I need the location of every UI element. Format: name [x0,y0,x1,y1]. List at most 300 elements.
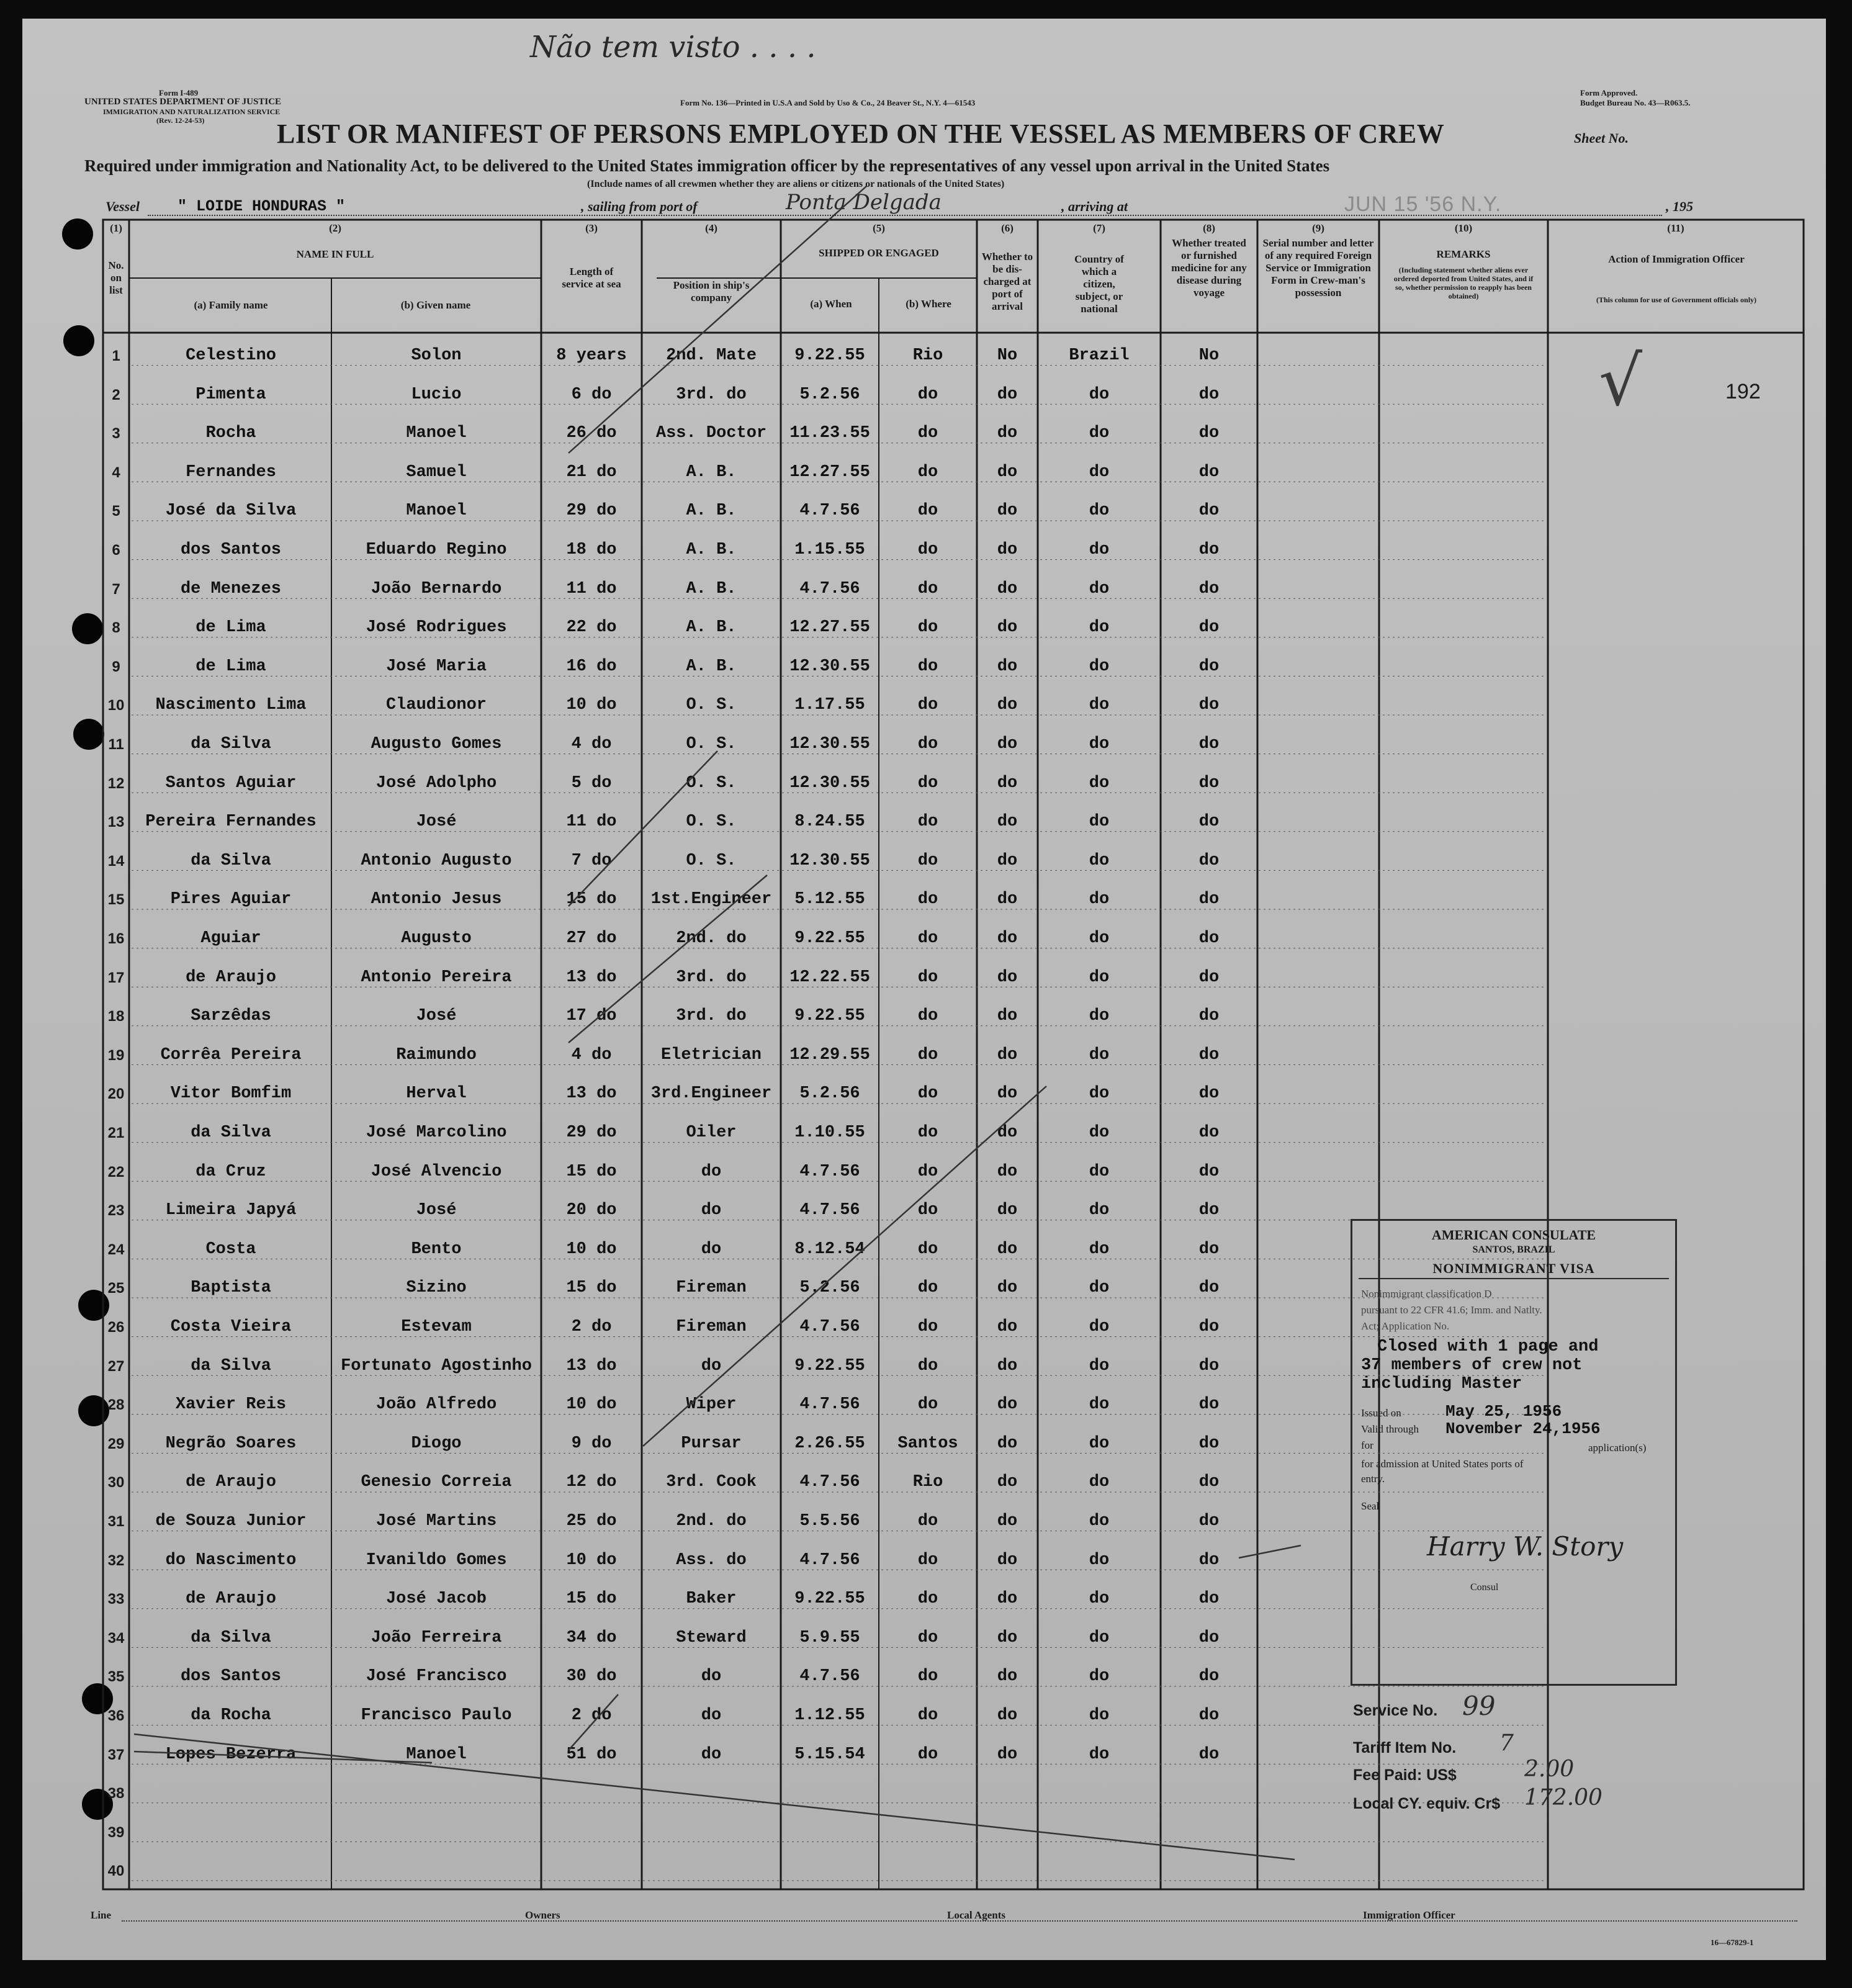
row-number: 15 [107,891,125,909]
treated: do [1198,735,1220,753]
given-name: José Adolpho [375,773,497,793]
family-name: Santos Aguiar [165,773,297,793]
shipped-when: 12.27.55 [789,618,870,637]
given-name: Ivanildo Gomes [366,1550,507,1570]
given-name: Bento [411,1239,462,1259]
family-name: Nascimento Lima [155,696,307,715]
stamp-pursuant: pursuant to 22 CFR 41.6; Imm. and Natlty. [1361,1304,1542,1316]
position: Fireman [676,1279,747,1298]
shipped-where: do [917,501,938,521]
position: Ass. do [676,1550,747,1570]
shipped-where: Santos [897,1434,958,1453]
row-number: 10 [107,697,125,714]
table-row [22,1812,1826,1851]
row-number: 4 [112,464,120,481]
shipped-where: do [917,1279,938,1298]
length-of-service: 15 do [566,1279,617,1298]
discharged: do [997,1590,1018,1609]
discharged: do [997,1318,1018,1336]
length-of-service: 6 do [571,385,612,404]
col-name-in-full: NAME IN FULL [296,248,374,260]
length-of-service: 5 do [571,773,612,793]
table-row [22,1112,1826,1151]
family-name: de Araujo [186,1590,276,1609]
length-of-service: 25 do [566,1512,617,1531]
col-serial: Serial number and letter of any required Foreign Service or Immigration Form in Crew-man's possession [1262,237,1374,299]
treated: do [1198,1084,1220,1104]
length-of-service: 17 do [566,1007,617,1026]
shipped-where: Rio [912,1473,943,1492]
col2-number: (2) [329,222,341,234]
given-name: Manoel [406,1745,467,1764]
row-number: 12 [107,775,125,792]
given-name: José Francisco [366,1667,507,1686]
table-row [22,374,1826,413]
shipped-where: do [917,579,938,598]
row-number: 16 [107,930,125,947]
country: do [1089,424,1110,443]
shipped-where: do [917,851,938,870]
length-of-service: 13 do [566,1356,617,1375]
stamp-act: Act; Application No. [1361,1320,1450,1332]
treated: do [1198,696,1220,715]
treated: do [1198,1590,1220,1609]
family-name: Pires Aguiar [170,890,292,909]
row-number: 23 [107,1202,125,1220]
discharged: do [997,424,1018,443]
treated: do [1198,501,1220,521]
given-name: José Rodrigues [366,618,507,637]
stamp-valid-label: Valid through [1361,1423,1419,1435]
col9-number: (9) [1312,222,1324,234]
stamp-applications: application(s) [1588,1442,1647,1454]
treated: do [1198,968,1220,987]
tariff-label: Tariff Item No. [1353,1739,1457,1756]
table-row [22,569,1826,608]
col8-number: (8) [1203,222,1215,234]
position: A. B. [686,541,737,559]
position: A. B. [686,657,737,676]
treated: do [1198,1356,1220,1375]
row-number: 17 [107,969,125,986]
row-number: 9 [112,658,120,675]
given-name: Raimundo [396,1045,477,1064]
given-name: João Alfredo [375,1395,497,1415]
col-remarks-note: (Including statement whether aliens ever ordered deported from United States, and if so, whether permission to reapply has been obtained) [1393,266,1534,300]
treated: do [1198,1512,1220,1531]
col-shipped: SHIPPED OR ENGAGED [819,247,939,259]
discharged: do [997,1395,1018,1415]
family-name: Xavier Reis [175,1395,287,1415]
shipped-when: 9.22.55 [794,1590,865,1609]
given-name: Manoel [406,424,467,443]
given-name: Lucio [411,385,462,404]
family-name: Limeira Japyá [165,1201,297,1220]
shipped-where: do [917,696,938,715]
shipped-where: do [917,385,938,404]
discharged: do [997,890,1018,909]
shipped-where: do [917,1007,938,1026]
arriving-label: , arriving at [1061,199,1128,214]
table-row [22,413,1826,452]
shipped-when: 12.29.55 [789,1045,870,1064]
given-name: Manoel [406,501,467,521]
family-name: do Nascimento [165,1550,297,1570]
table-row [22,646,1826,685]
country: do [1089,1745,1110,1764]
discharged: do [997,1745,1018,1764]
col4-number: (4) [705,222,717,234]
row-number: 19 [107,1046,125,1064]
tariff-value: 7 [1499,1730,1514,1756]
given-name: Diogo [411,1434,462,1453]
family-name: Celestino [186,346,276,365]
length-of-service: 10 do [566,1395,617,1415]
country: do [1089,1590,1110,1609]
shipped-when: 12.27.55 [789,462,870,482]
given-name: João Bernardo [371,579,502,598]
discharged: do [997,812,1018,832]
position: 1st.Engineer [650,890,772,909]
country: do [1089,1512,1110,1531]
col-family-name: (a) Family name [194,299,268,311]
length-of-service: 51 do [566,1745,617,1764]
row-number: 3 [112,425,120,443]
given-name: João Ferreira [371,1628,502,1647]
stamp-closed-line3: including Master [1361,1375,1522,1393]
footer-form-code: 16—67829-1 [1710,1938,1754,1947]
budget-bureau: Budget Bureau No. 43—R063.5. [1580,98,1691,107]
length-of-service: 20 do [566,1201,617,1220]
discharged: do [997,968,1018,987]
handwritten-note: Não tem visto . . . . [530,30,816,65]
given-name: Herval [406,1084,467,1104]
shipped-when: 12.30.55 [789,773,870,793]
given-name: José Marcolino [366,1123,507,1142]
col6-number: (6) [1001,222,1014,234]
table-row [22,607,1826,646]
revision: (Rev. 12-24-53) [156,116,205,125]
discharged: do [997,618,1018,637]
country: do [1089,968,1110,987]
col-remarks: REMARKS [1436,248,1491,260]
table-row [22,879,1826,918]
year-label: , 195 [1666,199,1693,214]
shipped-where: do [917,1512,938,1531]
discharged: do [997,1201,1018,1220]
position: 3rd. do [676,968,747,987]
row-number: 14 [107,852,125,870]
length-of-service: 10 do [566,696,617,715]
table-row [22,1695,1826,1734]
length-of-service: 10 do [566,1550,617,1570]
family-name: dos Santos [180,1667,282,1686]
family-name: Pereira Fernandes [145,812,317,832]
row-number: 37 [107,1746,125,1763]
position: do [701,1667,722,1686]
family-name: Corrêa Pereira [160,1045,302,1064]
col-length-service: Length of service at sea [562,266,621,290]
length-of-service: 34 do [566,1628,617,1647]
family-name: Costa [205,1239,256,1259]
stamp-closed-line2: 37 members of crew not [1361,1356,1583,1375]
stamp-consulate: AMERICAN CONSULATE [1431,1227,1596,1243]
treated: do [1198,657,1220,676]
position: 2nd. do [676,929,747,948]
vessel-label: Vessel [106,199,140,214]
row-number: 30 [107,1474,125,1491]
position: O. S. [686,812,737,832]
table-row [22,1850,1826,1889]
given-name: Eduardo Regino [366,541,507,559]
shipped-when: 5.2.56 [799,385,860,404]
discharged: do [997,1162,1018,1181]
position: Steward [676,1628,747,1647]
table-row [22,840,1826,879]
row-number: 6 [112,542,120,559]
position: Fireman [676,1318,747,1336]
shipped-when: 4.7.56 [799,1318,860,1336]
position: 3rd. do [676,1007,747,1026]
row-number: 24 [107,1241,125,1258]
country: do [1089,1239,1110,1259]
table-row [22,1073,1826,1112]
country: do [1089,579,1110,598]
country: do [1089,696,1110,715]
local-value: 172.00 [1524,1785,1603,1810]
position: 3rd. do [676,385,747,404]
discharged: do [997,929,1018,948]
treated: do [1198,385,1220,404]
family-name: da Silva [191,851,271,870]
given-name: Augusto Gomes [371,735,502,753]
stamp-classification: Nonimmigrant classification D [1361,1288,1492,1300]
country: do [1089,1434,1110,1453]
shipped-where: do [917,1628,938,1647]
shipped-when: 8.24.55 [794,812,865,832]
given-name: Fortunato Agostinho [341,1356,532,1375]
table-row [22,452,1826,491]
row-number: 21 [107,1125,125,1141]
treated: do [1198,1667,1220,1686]
shipped-when: 5.15.54 [794,1745,865,1764]
country: do [1089,1045,1110,1064]
family-name: dos Santos [180,541,282,559]
length-of-service: 29 do [566,501,617,521]
family-name: Aguiar [200,929,261,948]
shipped-when: 12.30.55 [789,657,870,676]
shipped-where: do [917,1590,938,1609]
position: Wiper [686,1395,737,1415]
position: Oiler [686,1123,737,1142]
fee-value: 2.00 [1524,1756,1575,1782]
table-row [22,957,1826,996]
col3-number: (3) [585,222,598,234]
position: 3rd.Engineer [650,1084,772,1104]
consulate-stamp [1351,1219,1677,1686]
discharged: do [997,1279,1018,1298]
treated: do [1198,1473,1220,1492]
given-name: José Jacob [385,1590,487,1609]
given-name: Samuel [406,462,467,482]
treated: do [1198,1706,1220,1725]
position: A. B. [686,501,737,521]
shipped-when: 4.7.56 [799,1550,860,1570]
treated: do [1198,1434,1220,1453]
shipped-when: 4.7.56 [799,501,860,521]
discharged: do [997,1628,1018,1647]
row-number: 31 [107,1513,125,1530]
row-number: 27 [107,1357,125,1375]
col-discharged: Whether to be dis-charged at port of arrival [981,251,1033,312]
shipped-when: 4.7.56 [799,1667,860,1686]
position: O. S. [686,735,737,753]
stamp-location: SANTOS, BRAZIL [1472,1244,1555,1255]
manifest-page [22,19,1826,1960]
shipped-where: do [917,1201,938,1220]
given-name: Estevam [401,1318,472,1336]
given-name: José Alvencio [371,1162,502,1181]
length-of-service: 10 do [566,1239,617,1259]
position: do [701,1162,722,1181]
length-of-service: 30 do [566,1667,617,1686]
given-name: Antonio Jesus [371,890,502,909]
country: do [1089,501,1110,521]
shipped-where: do [917,773,938,793]
family-name: da Silva [191,1356,271,1375]
table-row [22,996,1826,1035]
table-row [22,724,1826,763]
treated: do [1198,773,1220,793]
form-approved: Form Approved. [1580,88,1638,97]
treated: do [1198,929,1220,948]
family-name: Sarzêdas [191,1007,271,1026]
table-row [22,529,1826,569]
treated: do [1198,1395,1220,1415]
discharged: do [997,1356,1018,1375]
arrival-stamp: JUN 15 '56 N.Y. [1344,192,1502,216]
shipped-when: 4.7.56 [799,1473,860,1492]
shipped-when: 2.26.55 [794,1434,865,1453]
discharged: do [997,1550,1018,1570]
shipped-when: 1.10.55 [794,1123,865,1142]
shipped-when: 8.12.54 [794,1239,865,1259]
discharged: do [997,1473,1018,1492]
shipped-when: 5.5.56 [799,1512,860,1531]
family-name: Negrão Soares [165,1434,297,1453]
footer-officer-label: Immigration Officer [1363,1909,1455,1921]
position: Eletrician [660,1045,762,1064]
country: do [1089,385,1110,404]
row-number: 26 [107,1319,125,1336]
printer-line: Form No. 136—Printed in U.S.A and Sold by Uso & Co., 24 Beaver St., N.Y. 4—61543 [680,98,976,107]
shipped-where: do [917,618,938,637]
family-name: Costa Vieira [170,1318,292,1336]
given-name: Claudionor [385,696,487,715]
discharged: do [997,1706,1018,1725]
country: do [1089,929,1110,948]
given-name: Genesio Correia [361,1473,512,1492]
length-of-service: 11 do [566,812,617,832]
row-number: 1 [112,348,120,364]
row-number: 18 [107,1008,125,1025]
row-number: 11 [108,736,124,753]
row-number: 36 [107,1707,125,1724]
family-name: de Lima [196,618,266,637]
position: A. B. [686,579,737,598]
position: O. S. [686,696,737,715]
discharged: do [997,1667,1018,1686]
length-of-service: 4 do [571,1045,612,1064]
stamp-valid-value: November 24,1956 [1445,1419,1601,1438]
country: do [1089,618,1110,637]
subtitle: Required under immigration and Nationality Act, to be delivered to the United States immigration officer by the representatives of any vessel upon arrival in the United States [84,156,1330,175]
shipped-where: do [917,1706,938,1725]
family-name: de Menezes [180,579,282,598]
col5-number: (5) [873,222,885,234]
family-name: da Rocha [191,1706,271,1725]
col-treated: Whether treated or furnished medicine for any disease during voyage [1171,237,1247,299]
family-name: de Souza Junior [155,1512,307,1531]
country: do [1089,1279,1110,1298]
position: A. B. [686,618,737,637]
treated: do [1198,1318,1220,1336]
row-number: 39 [107,1824,125,1841]
shipped-when: 4.7.56 [799,1162,860,1181]
shipped-when: 4.7.56 [799,579,860,598]
position: do [701,1745,722,1764]
treated: do [1198,579,1220,598]
treated: do [1198,541,1220,559]
country: do [1089,541,1110,559]
discharged: do [997,541,1018,559]
given-name: José [416,812,457,832]
given-name: José [416,1201,457,1220]
sailing-label: , sailing from port of [581,199,698,214]
position: Pursar [681,1434,742,1453]
shipped-when: 9.22.55 [794,1356,865,1375]
discharged: do [997,1007,1018,1026]
page-title: LIST OR MANIFEST OF PERSONS EMPLOYED ON THE VESSEL AS MEMBERS OF CREW [277,119,1445,149]
footer-agents-label: Local Agents [947,1909,1005,1921]
treated: do [1198,424,1220,443]
discharged: do [997,462,1018,482]
row-number: 40 [107,1863,125,1880]
row-number: 33 [107,1591,125,1608]
country: do [1089,1318,1110,1336]
col1-number: (1) [110,222,122,234]
length-of-service: 2 do [571,1706,612,1725]
shipped-when: 5.2.56 [799,1279,860,1298]
treated: do [1198,1745,1220,1764]
col-action: Action of Immigration Officer [1608,253,1745,265]
family-name: Fernandes [186,462,276,482]
table-row [22,801,1826,840]
country: do [1089,773,1110,793]
treated: do [1198,1239,1220,1259]
shipped-where: do [917,1550,938,1570]
shipped-where: do [917,1123,938,1142]
shipped-where: do [917,968,938,987]
position: O. S. [686,851,737,870]
col-where: (b) Where [906,298,951,310]
row-number: 34 [107,1629,125,1647]
length-of-service: 18 do [566,541,617,559]
check-mark: √ [1599,341,1643,421]
treated: do [1198,1045,1220,1064]
shipped-where: do [917,1318,938,1336]
discharged: do [997,1084,1018,1104]
